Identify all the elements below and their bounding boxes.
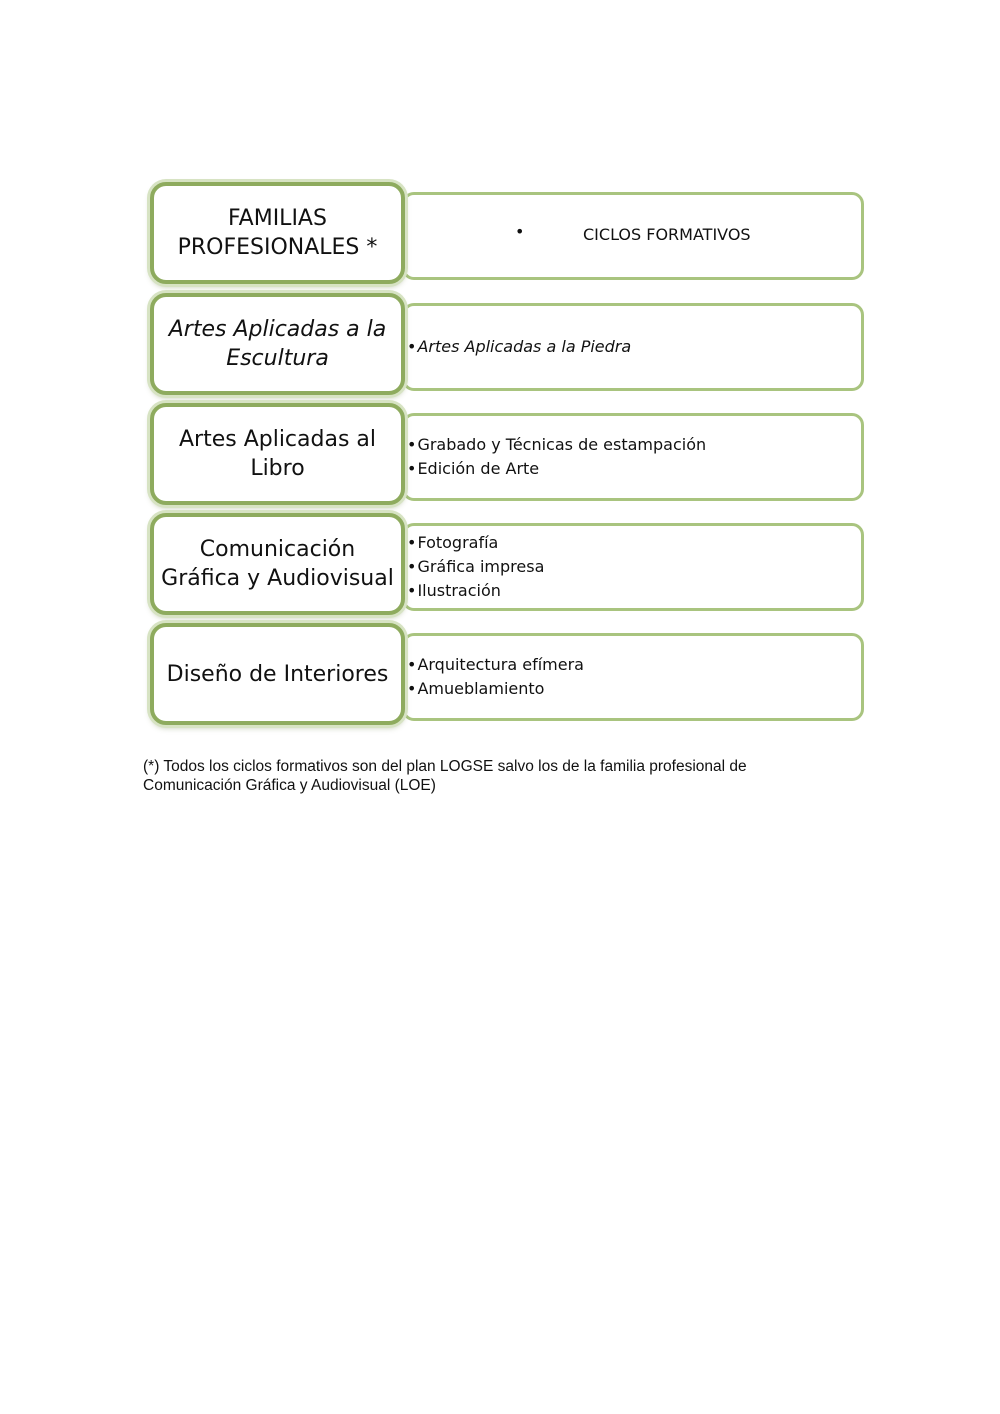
cycles-header-box bbox=[402, 192, 864, 280]
footnote: (*) Todos los ciclos formativos son del plan LOGSE salvo los de la familia profesional de Comunicación Gráfica y Audiovisual (LOE) bbox=[143, 757, 747, 794]
cycle-item: • Grabado y Técnicas de estampación bbox=[407, 433, 706, 457]
family-row-comunicacion bbox=[150, 513, 870, 621]
header-bullet: • bbox=[515, 222, 525, 241]
cycles-header-label: CICLOS FORMATIVOS bbox=[583, 225, 751, 244]
cycles-box bbox=[402, 303, 864, 391]
family-name: Artes Aplicadas a la Escultura bbox=[168, 317, 387, 371]
family-row-escultura bbox=[150, 293, 870, 401]
family-box bbox=[150, 403, 405, 505]
cycle-list bbox=[407, 335, 631, 359]
cycle-item: • Amueblamiento bbox=[407, 677, 584, 701]
families-header-label: FAMILIAS PROFESIONALES * bbox=[177, 206, 378, 260]
cycle-item: • Ilustración bbox=[407, 579, 544, 603]
family-name: Diseño de Interiores bbox=[166, 661, 389, 687]
family-box bbox=[150, 513, 405, 615]
cycle-list bbox=[407, 531, 544, 603]
cycle-item: • Gráfica impresa bbox=[407, 555, 544, 579]
cycle-list bbox=[407, 433, 706, 481]
family-name: Comunicación Gráfica y Audiovisual bbox=[161, 537, 394, 591]
header-row bbox=[150, 182, 870, 290]
cycle-item: • Arquitectura efímera bbox=[407, 653, 584, 677]
cycles-box bbox=[402, 633, 864, 721]
cycles-box bbox=[402, 413, 864, 501]
family-box bbox=[150, 293, 405, 395]
family-row-interiores bbox=[150, 623, 870, 731]
cycle-item: • Artes Aplicadas a la Piedra bbox=[407, 335, 631, 359]
family-name: Artes Aplicadas al Libro bbox=[178, 427, 377, 481]
cycle-item: • Fotografía bbox=[407, 531, 544, 555]
cycle-item: • Edición de Arte bbox=[407, 457, 706, 481]
cycle-list bbox=[407, 653, 584, 701]
cycles-box bbox=[402, 523, 864, 611]
family-box bbox=[150, 623, 405, 725]
families-header-box bbox=[150, 182, 405, 284]
family-row-libro bbox=[150, 403, 870, 511]
